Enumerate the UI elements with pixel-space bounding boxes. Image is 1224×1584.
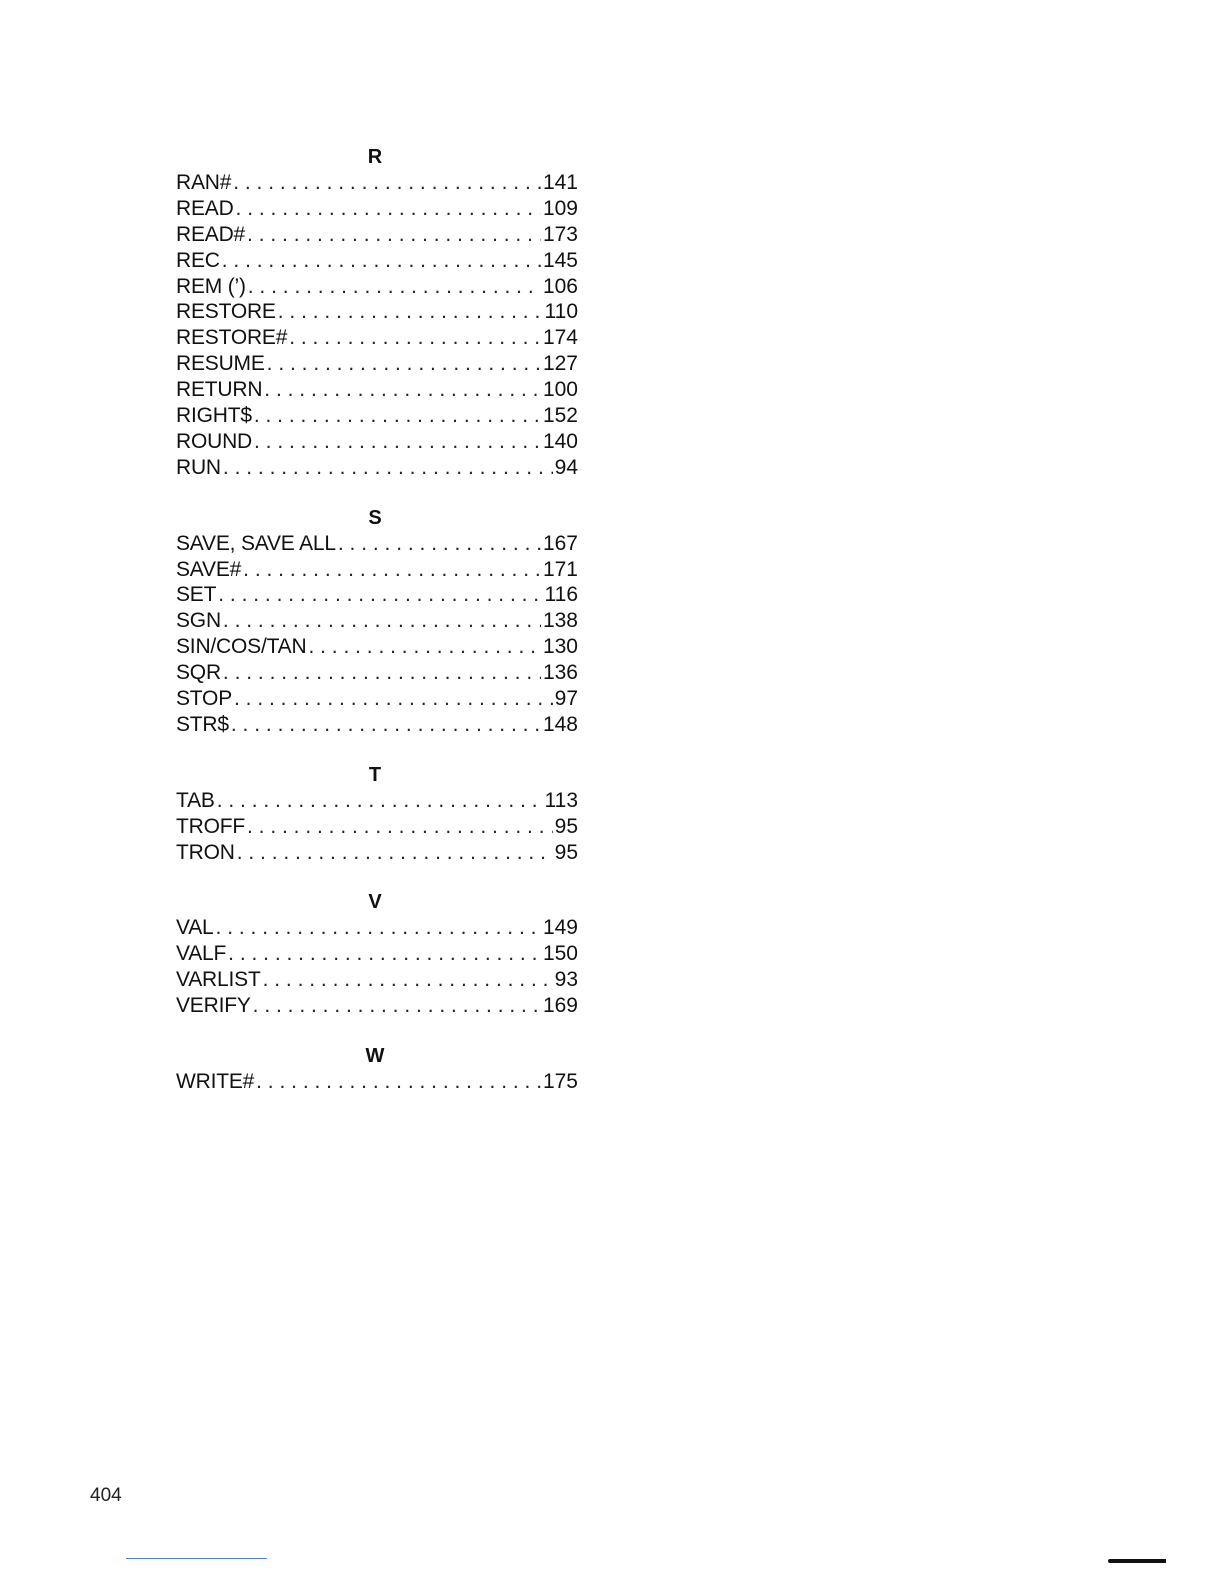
- entry-page: 95: [554, 814, 578, 838]
- dot-leader: [216, 915, 541, 941]
- entry-page: 167: [542, 531, 578, 555]
- section-letter: V: [368, 891, 382, 914]
- section-letter: S: [368, 506, 382, 529]
- dot-leader: [217, 788, 543, 814]
- entry-page: 97: [554, 687, 578, 711]
- entry-page: 173: [542, 222, 578, 246]
- entry-term: REM (’): [176, 274, 246, 298]
- dot-leader: [223, 660, 541, 686]
- entry-page: 136: [542, 661, 578, 685]
- index-entry: [176, 788, 578, 814]
- index-section-w: [176, 1043, 578, 1095]
- section-letter: R: [367, 146, 383, 168]
- entry-term: RESUME: [176, 352, 265, 376]
- entry-page: 116: [544, 583, 578, 607]
- dot-leader: [338, 531, 541, 557]
- entry-term: RIGHT$: [176, 404, 252, 428]
- dot-leader: [267, 351, 541, 377]
- entry-page: 127: [542, 352, 578, 376]
- entry-term: SAVE, SAVE ALL: [176, 531, 336, 555]
- index-entry: [176, 274, 578, 300]
- entry-term: RETURN: [176, 378, 263, 402]
- entry-term: SQR: [176, 661, 221, 685]
- footer-rule: [126, 1558, 267, 1559]
- dot-leader: [256, 1069, 541, 1095]
- dot-leader: [264, 377, 541, 403]
- entry-term: RESTORE#: [176, 326, 288, 350]
- entry-term: STR$: [176, 712, 229, 736]
- scan-edge-mark: [1108, 1559, 1166, 1563]
- entry-page: 93: [554, 968, 578, 992]
- dot-leader: [254, 429, 541, 455]
- index-entry: [176, 814, 578, 840]
- dot-leader: [263, 967, 553, 993]
- entry-page: 174: [542, 326, 578, 350]
- page-number: 404: [90, 1485, 122, 1506]
- index-section-v: [176, 889, 578, 1019]
- entry-page: 149: [542, 916, 578, 940]
- entry-page: 109: [542, 196, 578, 220]
- index-entry: [176, 299, 578, 325]
- dot-leader: [236, 196, 541, 222]
- entry-page: 145: [542, 248, 578, 272]
- index-entry: [176, 582, 578, 608]
- dot-leader: [237, 840, 553, 866]
- dot-leader: [308, 634, 541, 660]
- entry-term: RESTORE: [176, 300, 276, 324]
- dot-leader: [247, 814, 553, 840]
- entry-page: 169: [542, 994, 578, 1018]
- dot-leader: [233, 170, 541, 196]
- index-entry: [176, 325, 578, 351]
- entry-page: 152: [542, 404, 578, 428]
- index-entry: [176, 840, 578, 866]
- section-letter: T: [368, 763, 382, 786]
- dot-leader: [223, 455, 553, 481]
- entry-term: TROFF: [176, 814, 245, 838]
- dot-leader: [222, 248, 541, 274]
- entry-term: TRON: [176, 840, 235, 864]
- index-entry: [176, 222, 578, 248]
- index-entry: [176, 634, 578, 660]
- entry-term: VERIFY: [176, 994, 251, 1018]
- entry-page: 138: [542, 609, 578, 633]
- entry-term: READ: [176, 196, 234, 220]
- index-entry: [176, 660, 578, 686]
- entry-term: ROUND: [176, 429, 252, 453]
- dot-leader: [248, 274, 541, 300]
- entry-page: 94: [554, 455, 578, 479]
- index-entry: [176, 377, 578, 403]
- dot-leader: [254, 403, 541, 429]
- index-entry: [176, 196, 578, 222]
- entry-page: 171: [542, 557, 578, 581]
- index-entry: [176, 170, 578, 196]
- dot-leader: [278, 299, 543, 325]
- dot-leader: [228, 941, 541, 967]
- entry-page: 95: [554, 840, 578, 864]
- dot-leader: [289, 325, 541, 351]
- entry-term: SGN: [176, 609, 221, 633]
- entry-page: 148: [542, 712, 578, 736]
- section-letter: W: [365, 1045, 385, 1068]
- entry-page: 100: [542, 378, 578, 402]
- index-entry: [176, 429, 578, 455]
- entry-term: TAB: [176, 788, 215, 812]
- entry-page: 130: [542, 635, 578, 659]
- index-list: [176, 144, 578, 1119]
- entry-page: 150: [542, 942, 578, 966]
- entry-term: WRITE#: [176, 1070, 255, 1094]
- dot-leader: [218, 582, 542, 608]
- index-entry: [176, 608, 578, 634]
- index-entry: [176, 351, 578, 377]
- dot-leader: [247, 222, 541, 248]
- entry-term: REC: [176, 248, 220, 272]
- entry-page: 141: [542, 171, 578, 194]
- index-section-t: [176, 762, 578, 866]
- entry-page: 175: [542, 1070, 578, 1094]
- entry-term: VARLIST: [176, 968, 261, 992]
- dot-leader: [231, 712, 541, 738]
- entry-page: 110: [544, 300, 578, 324]
- index-entry: [176, 1069, 578, 1095]
- dot-leader: [243, 557, 541, 583]
- entry-term: SIN/COS/TAN: [176, 635, 307, 659]
- dot-leader: [223, 608, 541, 634]
- index-entry: [176, 686, 578, 712]
- index-entry: [176, 455, 578, 481]
- entry-term: SAVE#: [176, 557, 242, 581]
- index-section-s: [176, 505, 578, 738]
- index-entry: [176, 967, 578, 993]
- entry-term: RUN: [176, 455, 221, 479]
- index-entry: [176, 557, 578, 583]
- index-entry: [176, 915, 578, 941]
- entry-term: STOP: [176, 687, 232, 711]
- dot-leader: [253, 993, 541, 1019]
- entry-page: 113: [544, 788, 578, 812]
- entry-page: 140: [542, 429, 578, 453]
- entry-term: VAL: [176, 916, 214, 940]
- entry-page: 106: [542, 274, 578, 298]
- index-entry: [176, 941, 578, 967]
- index-entry: [176, 248, 578, 274]
- entry-term: SET: [176, 583, 217, 607]
- index-entry: [176, 993, 578, 1019]
- entry-term: READ#: [176, 222, 246, 246]
- index-entry: [176, 712, 578, 738]
- dot-leader: [234, 686, 553, 712]
- index-entry: [176, 531, 578, 557]
- index-section-r: [176, 144, 578, 481]
- entry-term: VALF: [176, 942, 227, 966]
- entry-term: RAN#: [176, 171, 232, 194]
- index-entry: [176, 403, 578, 429]
